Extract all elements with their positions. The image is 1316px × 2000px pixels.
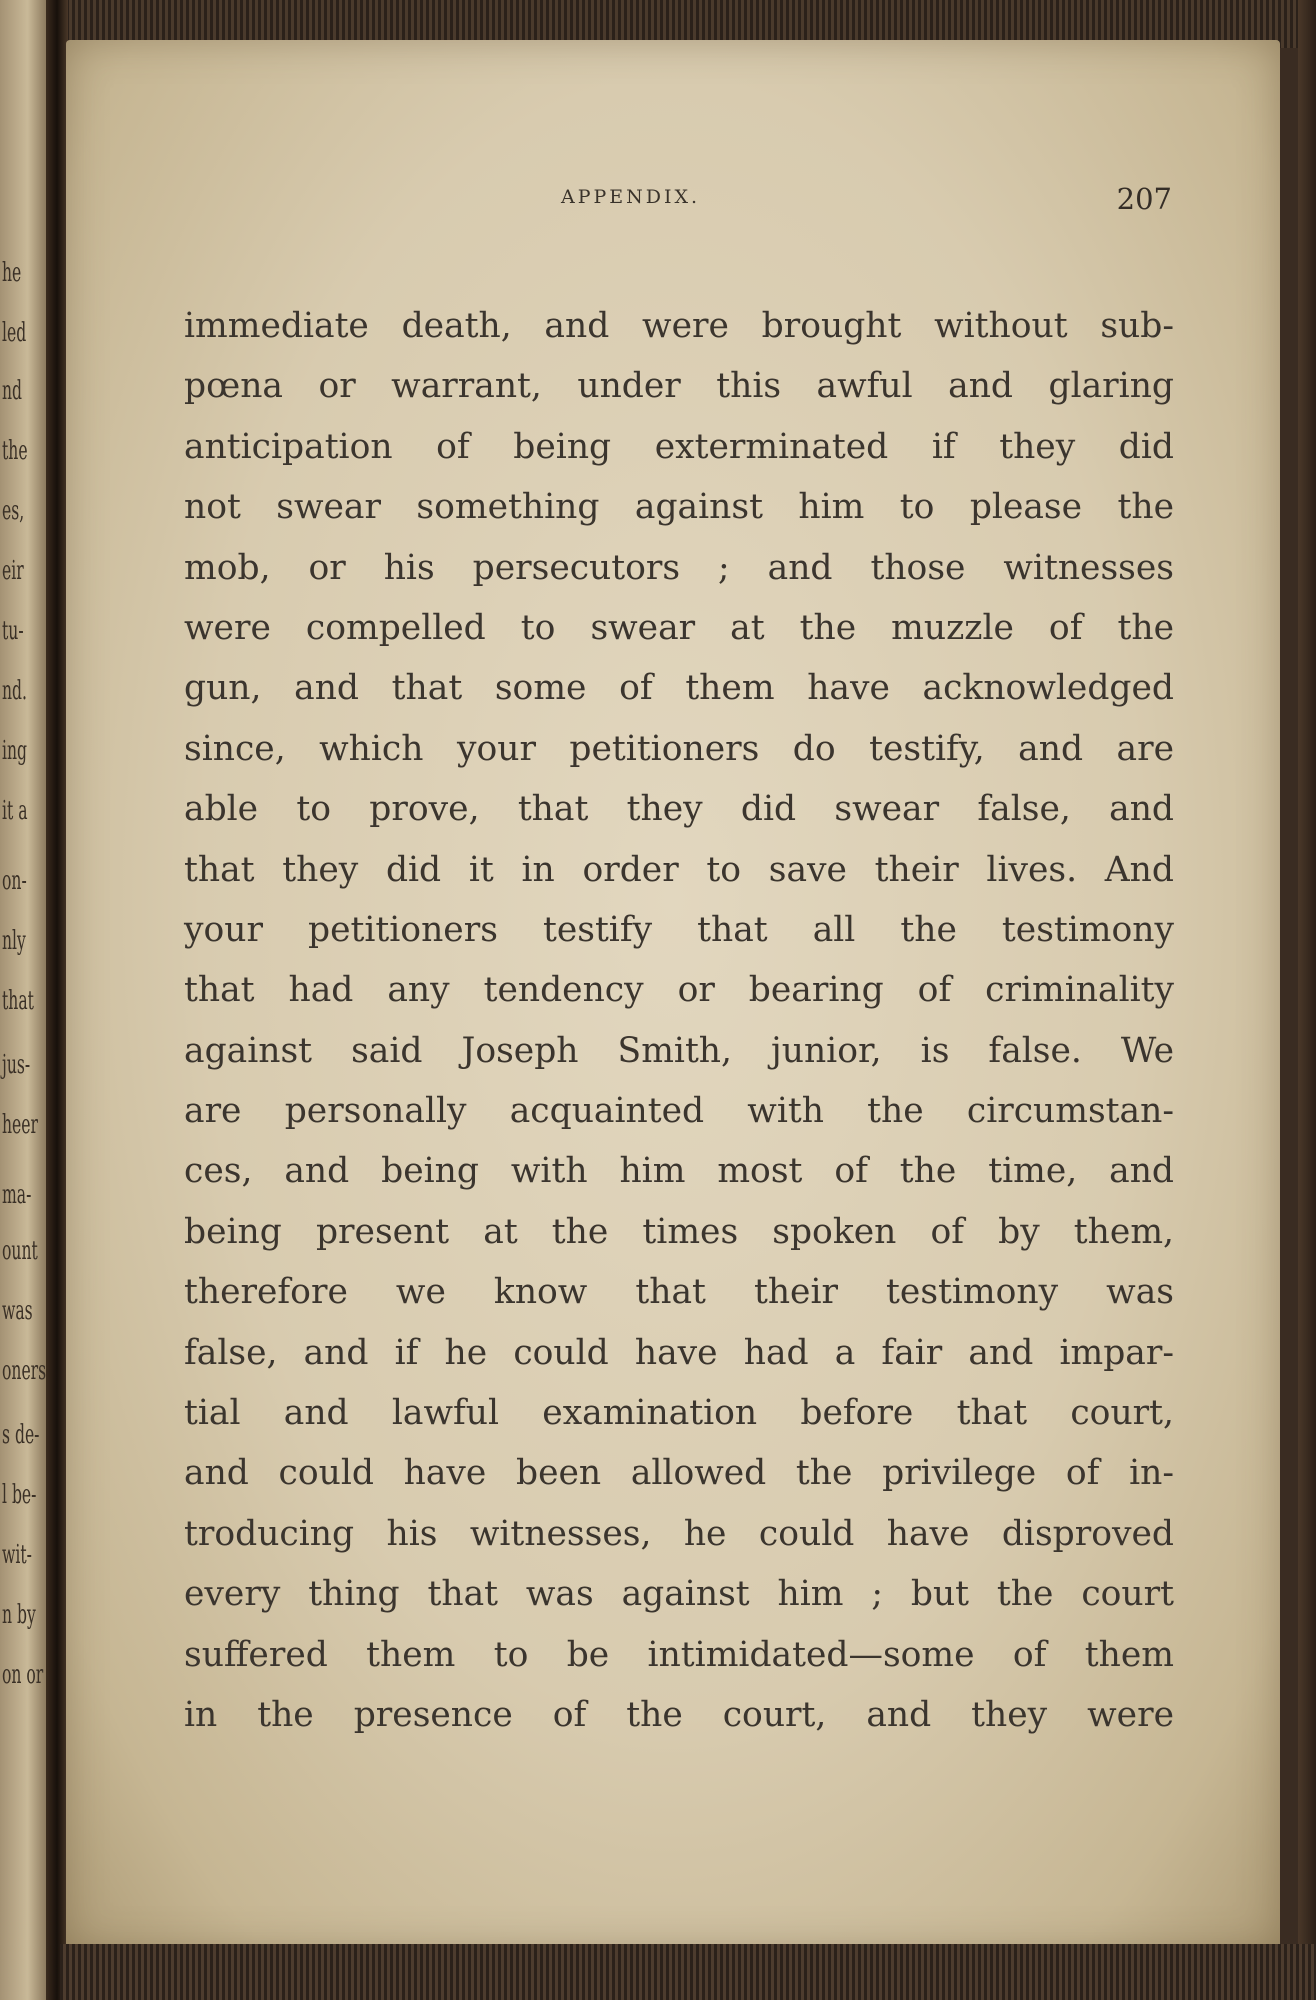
text-line: therefore we know that their testimony was	[184, 1272, 1174, 1313]
page-number: 207	[1116, 182, 1172, 216]
previous-page-fragment: was	[2, 1296, 33, 1326]
previous-page-fragment: on-	[2, 866, 27, 896]
text-line: gun, and that some of them have acknowledged	[184, 668, 1174, 709]
text-line: suffered them to be intimidated—some of them	[184, 1634, 1174, 1675]
previous-page-edge	[0, 0, 46, 2000]
previous-page-fragment: tu-	[2, 616, 24, 646]
text-line: immediate death, and were brought without sub-	[184, 306, 1174, 346]
previous-page-fragment: nd.	[2, 676, 27, 706]
previous-page-fragment: he	[2, 258, 22, 288]
body-text	[184, 296, 1174, 1745]
previous-page-fragment: nly	[2, 926, 26, 956]
text-line: every thing that was against him ; but the court	[184, 1574, 1174, 1615]
previous-page-fragment: nd	[2, 376, 23, 406]
text-line: since, which your petitioners do testify, and are	[184, 728, 1174, 769]
text-line: not swear something against him to please the	[184, 487, 1174, 528]
binding-right	[1298, 0, 1316, 2000]
text-line: are personally acquainted with the circumstan-	[184, 1091, 1174, 1132]
book-page	[66, 40, 1280, 1950]
text-line: that they did it in order to save their lives. And	[184, 849, 1174, 890]
previous-page-fragment: ount	[2, 1236, 38, 1266]
previous-page-fragment: jus-	[2, 1050, 31, 1080]
previous-page-fragment: eir	[2, 556, 24, 586]
previous-page-fragment: that	[2, 986, 34, 1016]
section-title: APPENDIX.	[561, 186, 701, 208]
text-line: ces, and being with him most of the time, and	[184, 1151, 1174, 1192]
previous-page-fragment: the	[2, 436, 28, 466]
book-gutter	[46, 0, 68, 2000]
text-line: were compelled to swear at the muzzle of the	[184, 607, 1174, 648]
text-line: pœna or warrant, under this awful and glaring	[184, 366, 1174, 407]
previous-page-fragment: n by	[2, 1600, 36, 1630]
binding-bottom	[60, 1944, 1316, 2000]
text-line: against said Joseph Smith, junior, is false. We	[184, 1030, 1174, 1071]
running-head	[66, 182, 1280, 222]
text-line: mob, or his persecutors ; and those witnesses	[184, 547, 1174, 588]
previous-page-fragment: heer	[2, 1110, 38, 1140]
text-line: able to prove, that they did swear false, and	[184, 789, 1174, 830]
text-line: and could have been allowed the privilege of in-	[184, 1453, 1174, 1494]
previous-page-fragment: ma-	[2, 1180, 32, 1210]
text-line: your petitioners testify that all the testimony	[184, 909, 1174, 950]
text-line: troducing his witnesses, he could have disproved	[184, 1513, 1174, 1554]
previous-page-fragment: led	[2, 318, 27, 348]
text-line: anticipation of being exterminated if they did	[184, 426, 1174, 467]
previous-page-fragment: s de-	[2, 1420, 40, 1450]
previous-page-fragment: wit-	[2, 1540, 32, 1570]
previous-page-fragment: es,	[2, 496, 25, 526]
text-line: in the presence of the court, and they were	[184, 1694, 1174, 1735]
text-line: tial and lawful examination before that court,	[184, 1393, 1174, 1434]
text-line: false, and if he could have had a fair and impar-	[184, 1332, 1174, 1373]
previous-page-fragment: l be-	[2, 1480, 37, 1510]
text-line: being present at the times spoken of by them,	[184, 1211, 1174, 1252]
text-line: that had any tendency or bearing of criminality	[184, 970, 1174, 1011]
previous-page-fragment: oners	[2, 1356, 46, 1386]
previous-page-fragment: it a	[2, 796, 28, 826]
previous-page-fragment: ing	[2, 736, 28, 766]
previous-page-fragment: on or	[2, 1660, 44, 1690]
